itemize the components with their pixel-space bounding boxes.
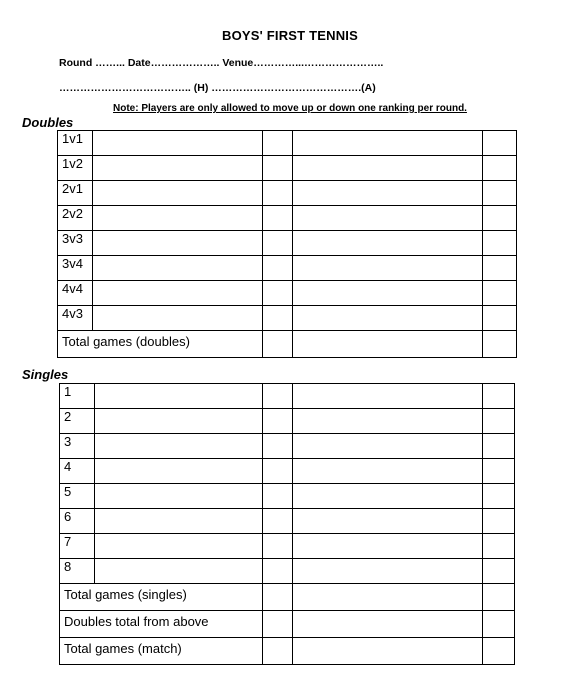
singles-total-home-cell[interactable]: [263, 584, 293, 611]
doubles-player-home-cell[interactable]: [93, 131, 263, 156]
doubles-score-away-cell[interactable]: [483, 306, 517, 331]
singles-score-home-cell[interactable]: [263, 384, 293, 409]
singles-player-home-cell[interactable]: [95, 384, 263, 409]
singles-score-away-cell[interactable]: [483, 409, 515, 434]
doubles-row: [58, 306, 517, 331]
doubles-player-away-cell[interactable]: [293, 231, 483, 256]
doubles-row-label: 1v2: [58, 156, 93, 181]
singles-total-home-cell[interactable]: [263, 611, 293, 638]
doubles-player-away-cell[interactable]: [293, 306, 483, 331]
doubles-player-home-cell[interactable]: [93, 206, 263, 231]
doubles-score-away-cell[interactable]: [483, 281, 517, 306]
doubles-player-home-cell[interactable]: [93, 231, 263, 256]
singles-score-home-cell[interactable]: [263, 434, 293, 459]
doubles-player-home-cell[interactable]: [93, 256, 263, 281]
singles-player-home-cell[interactable]: [95, 559, 263, 584]
ranking-note-text: Note: Players are only allowed to move up or down one ranking per round.: [113, 103, 467, 114]
singles-player-away-cell[interactable]: [293, 409, 483, 434]
doubles-row: [58, 281, 517, 306]
singles-player-away-cell[interactable]: [293, 384, 483, 409]
doubles-total-home-cell[interactable]: [263, 331, 293, 358]
singles-player-home-cell[interactable]: [95, 509, 263, 534]
singles-player-home-cell[interactable]: [95, 534, 263, 559]
singles-heading: Singles: [22, 367, 69, 382]
singles-row-label: 6: [60, 509, 95, 534]
singles-total-label: Total games (match): [60, 638, 263, 665]
doubles-row-label: 2v2: [58, 206, 93, 231]
singles-player-home-cell[interactable]: [95, 459, 263, 484]
singles-player-home-cell[interactable]: [95, 434, 263, 459]
doubles-score-home-cell[interactable]: [263, 156, 293, 181]
singles-player-home-cell[interactable]: [95, 484, 263, 509]
singles-total-away-cell[interactable]: [483, 584, 515, 611]
singles-player-away-cell[interactable]: [293, 509, 483, 534]
singles-total-row: [60, 584, 515, 611]
doubles-score-away-cell[interactable]: [483, 256, 517, 281]
doubles-score-away-cell[interactable]: [483, 181, 517, 206]
doubles-row-label: 4v4: [58, 281, 93, 306]
singles-row: [60, 459, 515, 484]
doubles-score-home-cell[interactable]: [263, 231, 293, 256]
doubles-score-home-cell[interactable]: [263, 131, 293, 156]
singles-row: [60, 484, 515, 509]
singles-row-label: 2: [60, 409, 95, 434]
singles-total-mid-cell[interactable]: [293, 584, 483, 611]
doubles-player-away-cell[interactable]: [293, 281, 483, 306]
singles-row-label: 8: [60, 559, 95, 584]
singles-total-mid-cell[interactable]: [293, 638, 483, 665]
doubles-player-away-cell[interactable]: [293, 206, 483, 231]
singles-score-away-cell[interactable]: [483, 534, 515, 559]
doubles-score-away-cell[interactable]: [483, 131, 517, 156]
form-title: BOYS' FIRST TENNIS: [222, 28, 358, 43]
singles-row: [60, 409, 515, 434]
doubles-player-away-cell[interactable]: [293, 156, 483, 181]
singles-total-away-cell[interactable]: [483, 611, 515, 638]
doubles-row: [58, 256, 517, 281]
doubles-score-home-cell[interactable]: [263, 256, 293, 281]
doubles-row: [58, 206, 517, 231]
doubles-row-label: 2v1: [58, 181, 93, 206]
singles-score-home-cell[interactable]: [263, 484, 293, 509]
singles-total-away-cell[interactable]: [483, 638, 515, 665]
doubles-row-label: 3v3: [58, 231, 93, 256]
doubles-total-mid-cell[interactable]: [293, 331, 483, 358]
singles-score-away-cell[interactable]: [483, 459, 515, 484]
singles-total-label: Doubles total from above: [60, 611, 263, 638]
singles-row: [60, 384, 515, 409]
doubles-score-away-cell[interactable]: [483, 156, 517, 181]
singles-row: [60, 434, 515, 459]
singles-row-label: 5: [60, 484, 95, 509]
singles-score-away-cell[interactable]: [483, 509, 515, 534]
singles-player-away-cell[interactable]: [293, 484, 483, 509]
doubles-score-home-cell[interactable]: [263, 181, 293, 206]
doubles-table: [57, 130, 517, 358]
singles-score-home-cell[interactable]: [263, 459, 293, 484]
doubles-row-label: 1v1: [58, 131, 93, 156]
singles-player-away-cell[interactable]: [293, 434, 483, 459]
singles-row: [60, 559, 515, 584]
doubles-score-home-cell[interactable]: [263, 206, 293, 231]
doubles-total-row: [58, 331, 517, 358]
doubles-total-label: Total games (doubles): [58, 331, 263, 358]
doubles-heading: Doubles: [22, 115, 74, 130]
singles-player-away-cell[interactable]: [293, 459, 483, 484]
header-teams: ……………………………….. (H) …………………………………….(A): [59, 82, 376, 94]
singles-score-away-cell[interactable]: [483, 484, 515, 509]
singles-total-home-cell[interactable]: [263, 638, 293, 665]
doubles-player-home-cell[interactable]: [93, 156, 263, 181]
doubles-score-away-cell[interactable]: [483, 231, 517, 256]
doubles-total-away-cell[interactable]: [483, 331, 517, 358]
singles-score-home-cell[interactable]: [263, 409, 293, 434]
doubles-player-home-cell[interactable]: [93, 181, 263, 206]
header-round-date-venue: Round ……... Date……………….. Venue…………...…………………..: [59, 57, 384, 69]
singles-row-label: 1: [60, 384, 95, 409]
doubles-player-home-cell[interactable]: [93, 306, 263, 331]
singles-total-row: [60, 638, 515, 665]
singles-row-label: 7: [60, 534, 95, 559]
doubles-row: [58, 131, 517, 156]
singles-player-away-cell[interactable]: [293, 559, 483, 584]
doubles-row: [58, 231, 517, 256]
singles-row-label: 4: [60, 459, 95, 484]
doubles-player-away-cell[interactable]: [293, 256, 483, 281]
singles-score-home-cell[interactable]: [263, 559, 293, 584]
doubles-row-label: 3v4: [58, 256, 93, 281]
singles-player-home-cell[interactable]: [95, 409, 263, 434]
singles-total-mid-cell[interactable]: [293, 611, 483, 638]
doubles-player-away-cell[interactable]: [293, 131, 483, 156]
singles-table: [59, 383, 515, 665]
singles-player-away-cell[interactable]: [293, 534, 483, 559]
ranking-note: [0, 103, 580, 114]
doubles-score-away-cell[interactable]: [483, 206, 517, 231]
doubles-player-home-cell[interactable]: [93, 281, 263, 306]
doubles-row: [58, 156, 517, 181]
singles-total-label: Total games (singles): [60, 584, 263, 611]
singles-row: [60, 509, 515, 534]
singles-row-label: 3: [60, 434, 95, 459]
singles-score-away-cell[interactable]: [483, 384, 515, 409]
singles-row: [60, 534, 515, 559]
singles-score-home-cell[interactable]: [263, 534, 293, 559]
singles-score-home-cell[interactable]: [263, 509, 293, 534]
doubles-row-label: 4v3: [58, 306, 93, 331]
doubles-player-away-cell[interactable]: [293, 181, 483, 206]
doubles-score-home-cell[interactable]: [263, 306, 293, 331]
singles-score-away-cell[interactable]: [483, 434, 515, 459]
singles-score-away-cell[interactable]: [483, 559, 515, 584]
doubles-score-home-cell[interactable]: [263, 281, 293, 306]
singles-total-row: [60, 611, 515, 638]
doubles-row: [58, 181, 517, 206]
